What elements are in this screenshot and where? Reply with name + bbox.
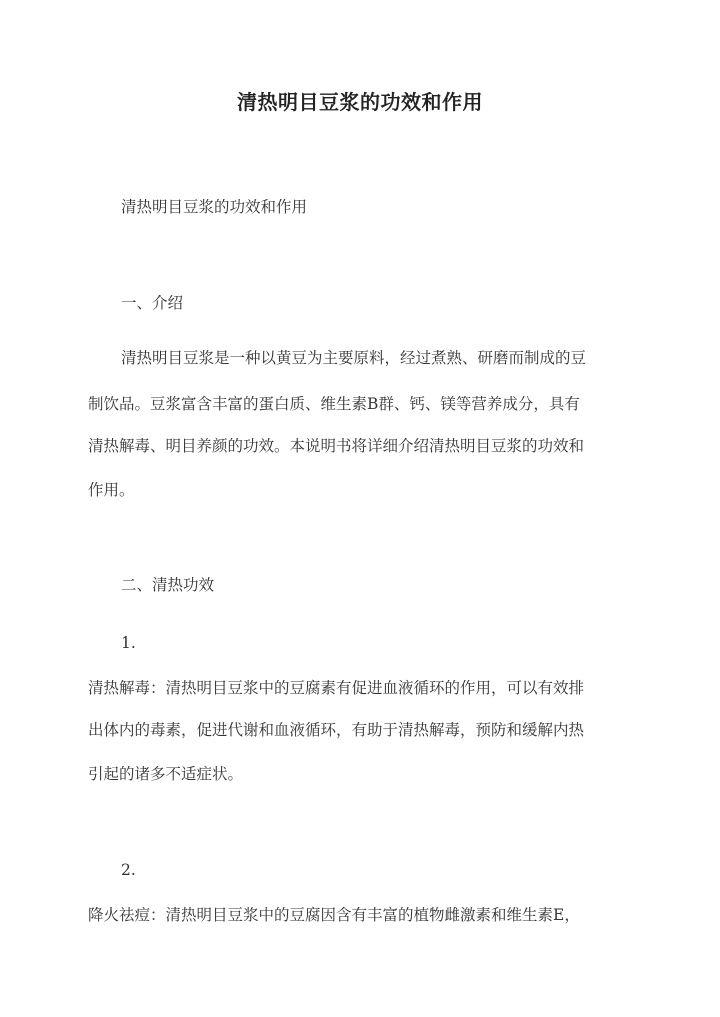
section-heading-intro: 一、介绍 xyxy=(121,294,184,312)
paragraph-line: 清热解毒、明目养颜的功效。本说明书将详细介绍清热明目豆浆的功效和 xyxy=(88,437,585,455)
list-item-number: 2. xyxy=(121,861,136,879)
list-item-line: 引起的诸多不适症状。 xyxy=(88,765,244,783)
list-item-line: 降火祛痘：清热明目豆浆中的豆腐因含有丰富的植物雌激素和维生素E， xyxy=(88,906,580,924)
document-title: 清热明目豆浆的功效和作用 xyxy=(237,90,483,114)
section-heading-heat-clearing: 二、清热功效 xyxy=(121,576,215,594)
paragraph-line: 作用。 xyxy=(88,481,135,499)
paragraph-line: 清热明目豆浆是一种以黄豆为主要原料，经过煮熟、研磨而制成的豆 xyxy=(121,349,587,367)
document-subtitle: 清热明目豆浆的功效和作用 xyxy=(121,198,308,216)
list-item-number: 1. xyxy=(121,634,136,652)
list-item-line: 出体内的毒素，促进代谢和血液循环，有助于清热解毒，预防和缓解内热 xyxy=(88,721,585,739)
list-item-line: 清热解毒：清热明目豆浆中的豆腐素有促进血液循环的作用，可以有效排 xyxy=(88,679,585,697)
paragraph-line: 制饮品。豆浆富含丰富的蛋白质、维生素B群、钙、镁等营养成分，具有 xyxy=(88,395,580,413)
